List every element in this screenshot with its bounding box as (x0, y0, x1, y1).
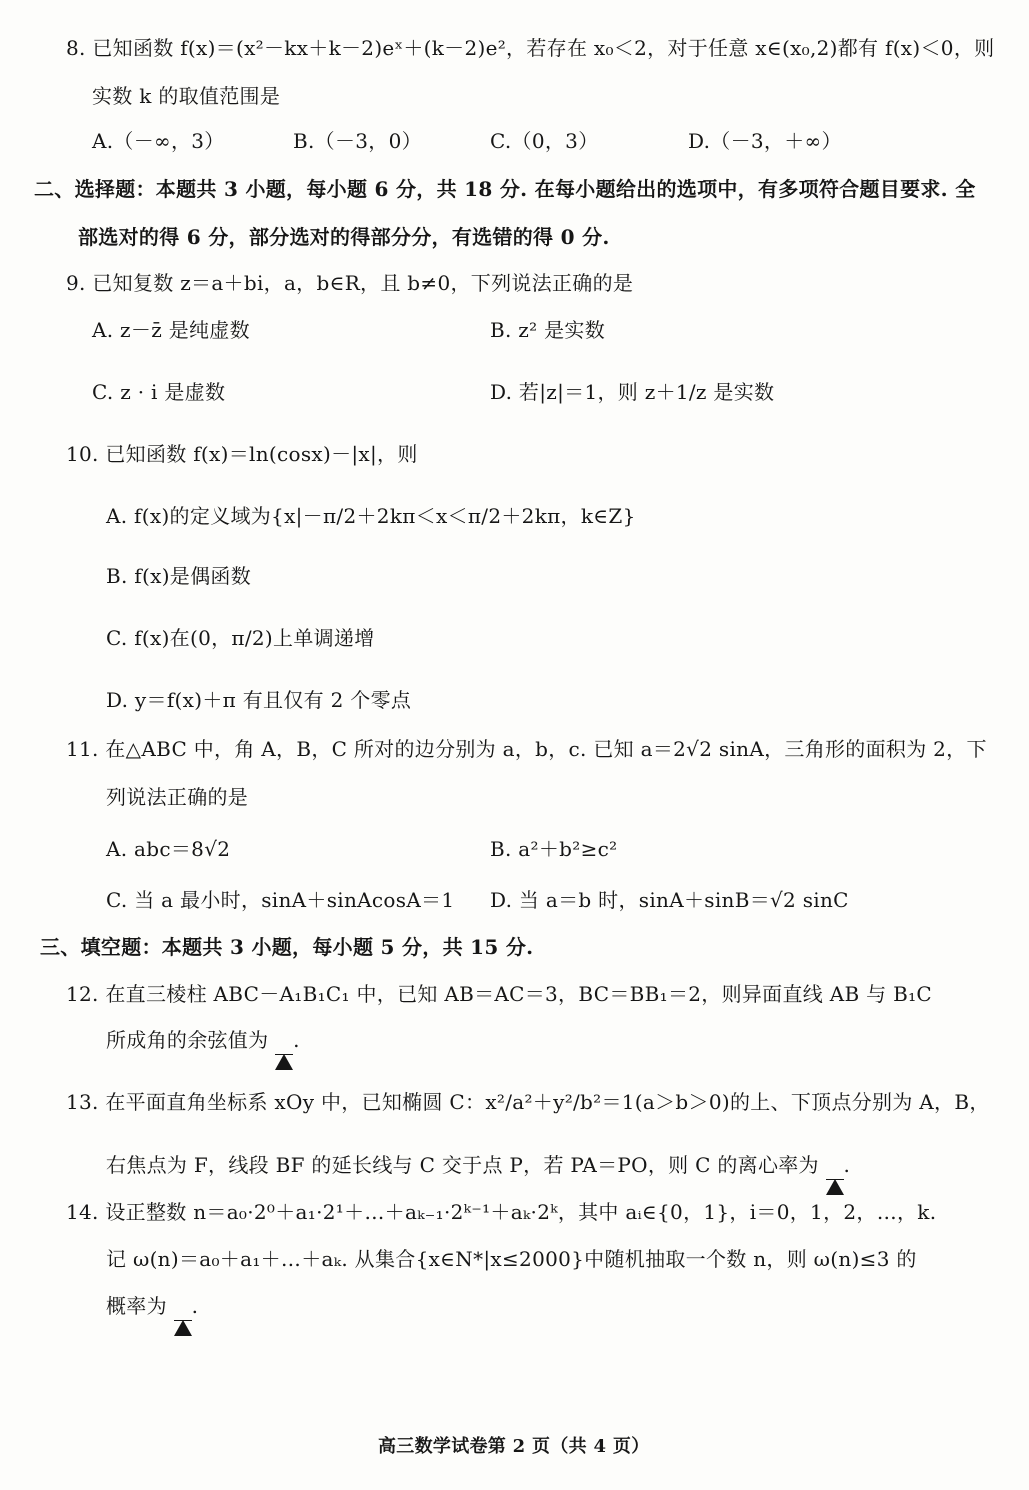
section2-heading-line1: 二、选择题：本题共 3 小题，每小题 6 分，共 18 分. 在每小题给出的选项中，有多项符合题目要求. 全 (34, 177, 976, 201)
q10-option-d: D. y＝f(x)＋π 有且仅有 2 个零点 (106, 688, 412, 712)
section3-heading: 三、填空题：本题共 3 小题，每小题 5 分，共 15 分. (40, 935, 534, 959)
triangle-icon (826, 1155, 844, 1195)
q13-period: . (843, 1153, 851, 1177)
q9-stem: 9. 已知复数 z＝a＋bi，a，b∈R，且 b≠0，下列说法正确的是 (66, 271, 634, 295)
q9-option-d: D. 若|z|＝1，则 z＋1/z 是实数 (490, 380, 775, 404)
q11-option-a: A. abc＝8√2 (106, 837, 231, 861)
q11-option-d: D. 当 a＝b 时，sinA＋sinB＝√2 sinC (490, 888, 849, 912)
q8-stem-line2: 实数 k 的取值范围是 (92, 84, 281, 108)
q9-option-c: C. z · i 是虚数 (92, 380, 226, 404)
q9-option-a: A. z－z̄ 是纯虚数 (92, 318, 250, 342)
q8-option-c: C.（0，3） (490, 129, 599, 153)
q14-stem-line2: 记 ω(n)＝a₀＋a₁＋…＋aₖ. 从集合{x∈N*|x≤2000}中随机抽取一个数 n，则 ω(n)≤3 的 (106, 1247, 917, 1271)
q10-stem: 10. 已知函数 f(x)＝ln(cosx)－|x|，则 (66, 442, 418, 466)
q14-stem-line1: 14. 设正整数 n＝a₀·2⁰＋a₁·2¹＋…＋aₖ₋₁·2ᵏ⁻¹＋aₖ·2ᵏ，其中 aᵢ∈{0，1}，i＝0，1，2，…，k. (66, 1200, 937, 1224)
q14-stem-line3 (106, 1296, 198, 1318)
q12-period: . (293, 1028, 300, 1052)
q14-stem-text: 概率为 (106, 1294, 167, 1318)
q11-option-b: B. a²＋b²≥c² (490, 837, 618, 861)
q13-stem-line1: 13. 在平面直角坐标系 xOy 中，已知椭圆 C：x²/a²＋y²/b²＝1(a＞b＞0)的上、下顶点分别为 A，B， (66, 1090, 990, 1114)
q12-answer-blank[interactable] (275, 1030, 293, 1055)
q11-stem-line1: 11. 在△ABC 中，角 A，B，C 所对的边分别为 a，b，c. 已知 a＝2√2 sinA，三角形的面积为 2，下 (66, 737, 987, 761)
triangle-icon (275, 1030, 293, 1070)
q13-stem-text: 右焦点为 F，线段 BF 的延长线与 C 交于点 P，若 PA＝PO，则 C 的离心率为 (106, 1153, 819, 1177)
triangle-icon (174, 1296, 192, 1336)
q14-answer-blank[interactable] (174, 1296, 192, 1321)
section2-heading-line2: 部选对的得 6 分，部分选对的得部分分，有选错的得 0 分. (78, 225, 610, 249)
q9-option-b: B. z² 是实数 (490, 318, 606, 342)
q10-option-c: C. f(x)在(0，π/2)上单调递增 (106, 626, 375, 650)
q11-stem-line2: 列说法正确的是 (106, 785, 249, 809)
q12-stem-line2 (106, 1030, 300, 1052)
q10-option-b: B. f(x)是偶函数 (106, 564, 251, 588)
q12-stem-text: 所成角的余弦值为 (106, 1028, 269, 1052)
q8-option-b: B.（－3，0） (293, 129, 422, 153)
q8-option-a: A.（－∞，3） (92, 129, 225, 153)
q12-stem-line1: 12. 在直三棱柱 ABC－A₁B₁C₁ 中，已知 AB＝AC＝3，BC＝BB₁＝2，则异面直线 AB 与 B₁C (66, 982, 932, 1006)
q13-stem-line2 (106, 1155, 850, 1177)
q8-stem-line1: 8. 已知函数 f(x)＝(x²－kx＋k－2)eˣ＋(k－2)e²，若存在 x₀＜2，对于任意 x∈(x₀,2)都有 f(x)＜0，则 (66, 36, 995, 60)
q11-option-c: C. 当 a 最小时，sinA＋sinAcosA＝1 (106, 888, 455, 912)
q14-period: . (191, 1294, 199, 1318)
q10-option-a: A. f(x)的定义域为{x|－π/2＋2kπ＜x＜π/2＋2kπ，k∈Z} (106, 504, 636, 528)
q8-option-d: D.（－3，＋∞） (688, 129, 842, 153)
q13-answer-blank[interactable] (826, 1155, 844, 1180)
page-footer: 高三数学试卷第 2 页（共 4 页） (378, 1436, 650, 1457)
